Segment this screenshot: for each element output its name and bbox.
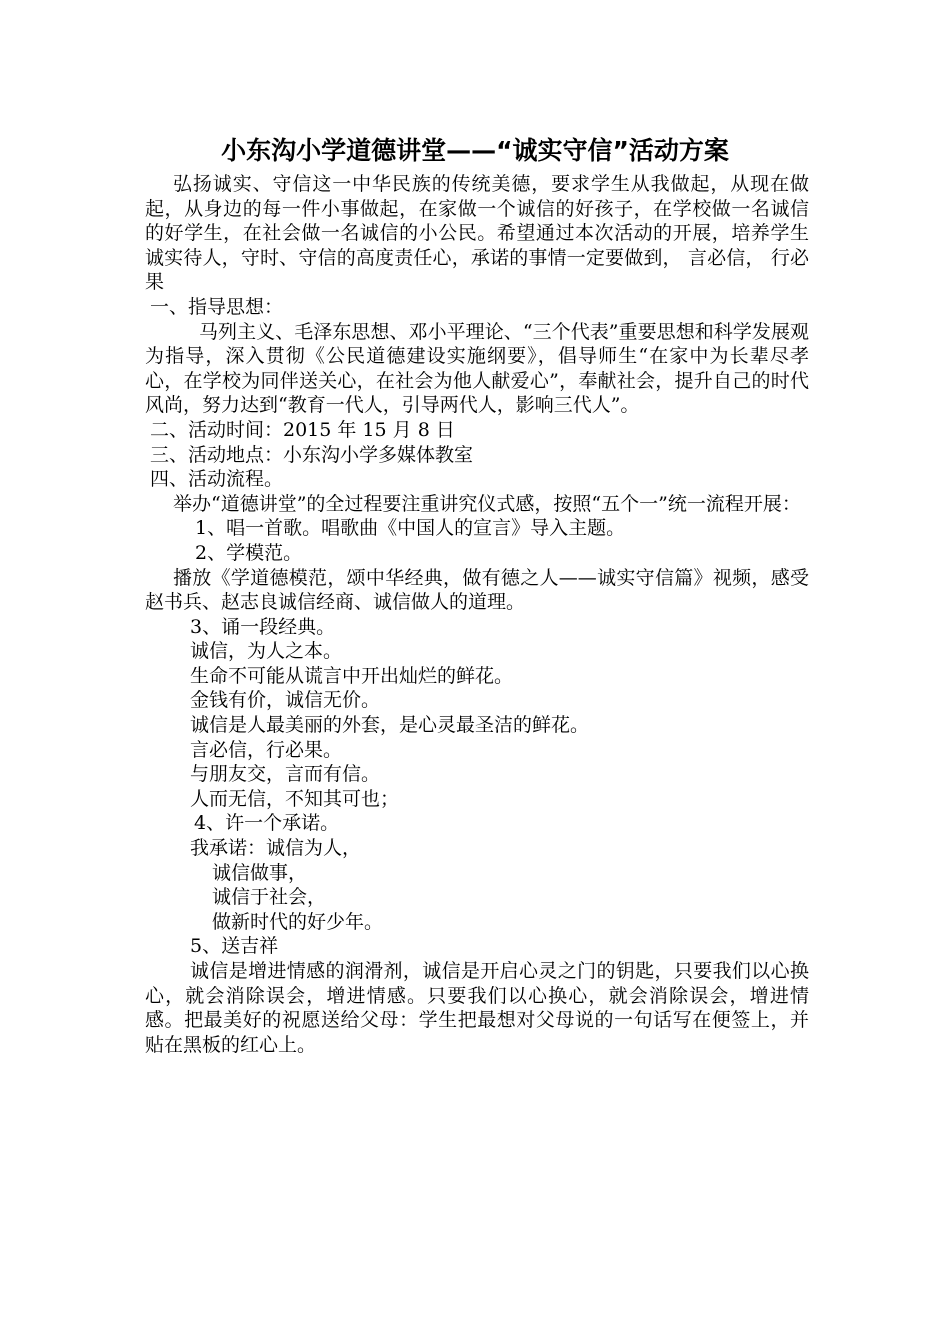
section-4-heading: 四、活动流程。 bbox=[150, 468, 284, 491]
classic-line: 人而无信，不知其可也； bbox=[190, 787, 400, 810]
document-body bbox=[145, 172, 809, 1057]
classic-line: 诚信，为人之本。 bbox=[190, 640, 343, 663]
step-5: 5、送吉祥 bbox=[190, 935, 279, 958]
section-3-line: 三、活动地点：小东沟小学多媒体教室 bbox=[150, 443, 474, 466]
section-1-text: 马列主义、毛泽东思想、邓小平理论、“三个代表”重要思想和科学发展观为指导，深入贯彻《公民道德建设实施纲要》，倡导师生“在家中为长辈尽孝心，在学校为同伴送关心，在社会为他人献爱心”，奉献社会，提升自己的时代风尚，努力达到“教育一代人，引导两代人，影响三代人”。 bbox=[145, 320, 809, 417]
classic-line: 诚信是人最美丽的外套，是心灵最圣洁的鲜花。 bbox=[190, 714, 590, 737]
document-title: 小东沟小学道德讲堂——“诚实守信”活动方案 bbox=[221, 136, 729, 165]
step-2-text: 播放《学道德模范，颂中华经典，做有德之人——诚实守信篇》视频，感受赵书兵、赵志良诚信经商、诚信做人的道理。 bbox=[145, 566, 809, 614]
promise-line: 诚信于社会， bbox=[212, 886, 327, 909]
classic-line: 言必信，行必果。 bbox=[190, 738, 343, 761]
promise-line: 做新时代的好少年。 bbox=[212, 910, 384, 933]
section-1-heading: 一、指导思想： bbox=[150, 295, 284, 318]
classic-line: 与朋友交，言而有信。 bbox=[190, 763, 381, 786]
promise-line: 诚信做事， bbox=[212, 861, 308, 884]
step-5-text: 诚信是增进情感的润滑剂，诚信是开启心灵之门的钥匙，只要我们以心换心，就会消除误会，增进情感。只要我们以心换心，就会消除误会，增进情感。把最美好的祝愿送给父母：学生把最想对父母说的一句话写在便签上，并贴在黑板的红心上。 bbox=[145, 960, 809, 1056]
classic-line: 金钱有价，诚信无价。 bbox=[190, 689, 381, 712]
section-4-intro: 举办“道德讲堂”的全过程要注重讲究仪式感，按照“五个一”统一流程开展： bbox=[173, 492, 801, 515]
section-2-line: 二、活动时间：2015 年 15 月 8 日 bbox=[150, 418, 455, 441]
step-1: 1、唱一首歌。唱歌曲《中国人的宣言》导入主题。 bbox=[195, 517, 626, 540]
intro-paragraph: 弘扬诚实、守信这一中华民族的传统美德，要求学生从我做起，从现在做起，从身边的每一件小事做起，在家做一个诚信的好孩子，在学校做一名诚信的好学生，在社会做一名诚信的小公民。希望通过本次活动的开展，培养学生诚实待人，守时、守信的高度责任心，承诺的事情一定要做到， 言必信， 行必果 bbox=[145, 173, 809, 294]
promise-head: 我承诺：诚信为人， bbox=[190, 837, 362, 860]
step-2: 2、学模范。 bbox=[195, 541, 303, 564]
step-3: 3、诵一段经典。 bbox=[190, 615, 336, 638]
classic-line: 生命不可能从谎言中开出灿烂的鲜花。 bbox=[190, 664, 514, 687]
step-4: 4、许一个承诺。 bbox=[194, 812, 340, 835]
